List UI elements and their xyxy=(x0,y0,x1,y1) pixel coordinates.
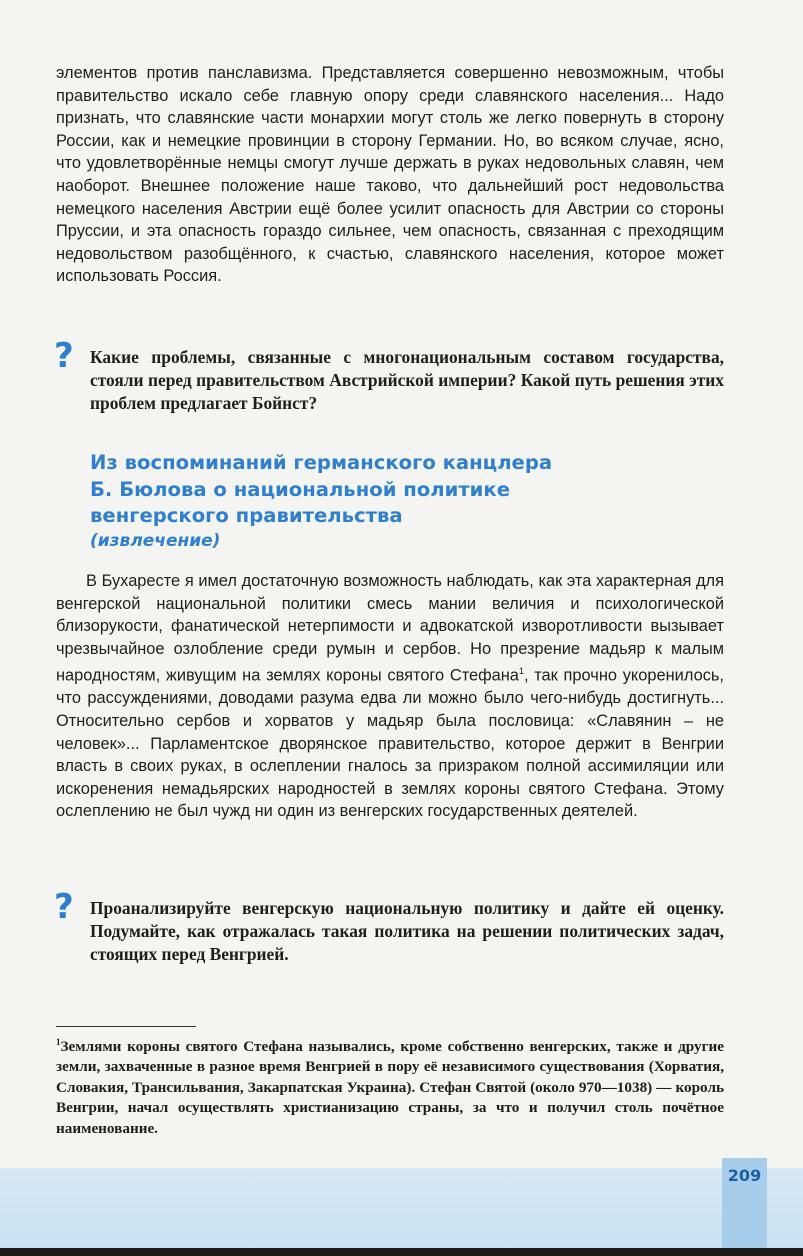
main-paragraph xyxy=(56,570,724,823)
main-text-part-1: В Бухаресте я имел достаточную возможность наблюдать, как эта характерная для венгерской национальной политики смесь мании величия и психологической близорукости, фанатической нетерпимости и адвокатской изворотливости вызывает чрезвычайное озлобление среди румын и сербов. Но презрение мадьяр к малым народностям, живущим на землях короны святого Стефана xyxy=(56,572,724,685)
question-2: Проанализируйте венгерскую национальную политику и дайте ей оценку. Подумайте, как отражалась такая политика на решении политических задач, стоящих перед Венгрией. xyxy=(90,898,724,964)
footnote-reference: 1 xyxy=(518,666,524,677)
main-text xyxy=(56,570,724,823)
footnote-text: Землями короны святого Стефана назывались, кроме собственно венгерских, также и другие земли, захваченные в разное время Венгрией в пору её независимого существования (Хорватия, Словакия, Трансильвания, Закарпатская Украина). Стефан Святой (около 970—1038) — король Венгрии, начал осуществлять христианизацию страны, за что и получил столь почётное наименование. xyxy=(56,1038,724,1137)
footnote xyxy=(56,1032,724,1139)
question-mark-icon-2: ? xyxy=(54,887,74,927)
footnote-mark: 1 xyxy=(56,1037,61,1047)
footnote-divider xyxy=(56,1026,196,1027)
intro-text: элементов против панславизма. Представляется совершенно невозможным, чтобы правительство искало себе главную опору среди славянского населения... Надо признать, что славянские части монархии могут столь же легко повернуть в сторону России, как и немецкие провинции в сторону Германии. Но, во всяком случае, ясно, что удовлетворённые немцы смогут лучше держать в руках недовольных славян, чем наоборот. Внешнее положение наше таково, что дальнейший рост недовольства немецкого населения Австрии ещё более усилит опасность для Австрии со стороны Пруссии, и эта опасность гораздо сильнее, чем опасность, связанная с преходящим недовольством разобщённого, к счастью, славянского населения, которое может использовать Россия. xyxy=(56,64,724,286)
section-subtitle: (извлечение) xyxy=(90,531,221,551)
question-1: Какие проблемы, связанные с многонациональным составом государства, стояли перед правительством Австрийской империи? Какой путь решения этих проблем предлагает Бойнст? xyxy=(90,347,724,413)
section-title xyxy=(90,450,710,530)
page-number: 209 xyxy=(727,1166,762,1185)
main-text-part-2: , так прочно укоренилось, что рассуждениями, доводами разума едва ли можно было чего-нибудь достигнуть... Относительно сербов и хорватов у мадьяр была пословица: «Славянин – не человек»... Парламентское дворянское правительство, которое держит в Венгрии власть в своих руках, в ослеплении гналось за призраком полной ассимиляции или искоренения немадьярских народностей в землях короны святого Стефана. Этому ослеплению не был чужд ни один из венгерских государственных деятелей. xyxy=(56,666,724,821)
question-mark-icon: ? xyxy=(54,336,74,376)
section-title-line-2: Б. Бюлова о национальной политике xyxy=(90,477,510,501)
page-bottom-edge xyxy=(0,1248,803,1256)
section-title-line-3: венгерского правительства xyxy=(90,504,403,527)
section-title-line-1: Из воспоминаний германского канцлера xyxy=(90,451,553,474)
bottom-color-band xyxy=(0,1168,803,1248)
intro-paragraph xyxy=(56,62,724,288)
